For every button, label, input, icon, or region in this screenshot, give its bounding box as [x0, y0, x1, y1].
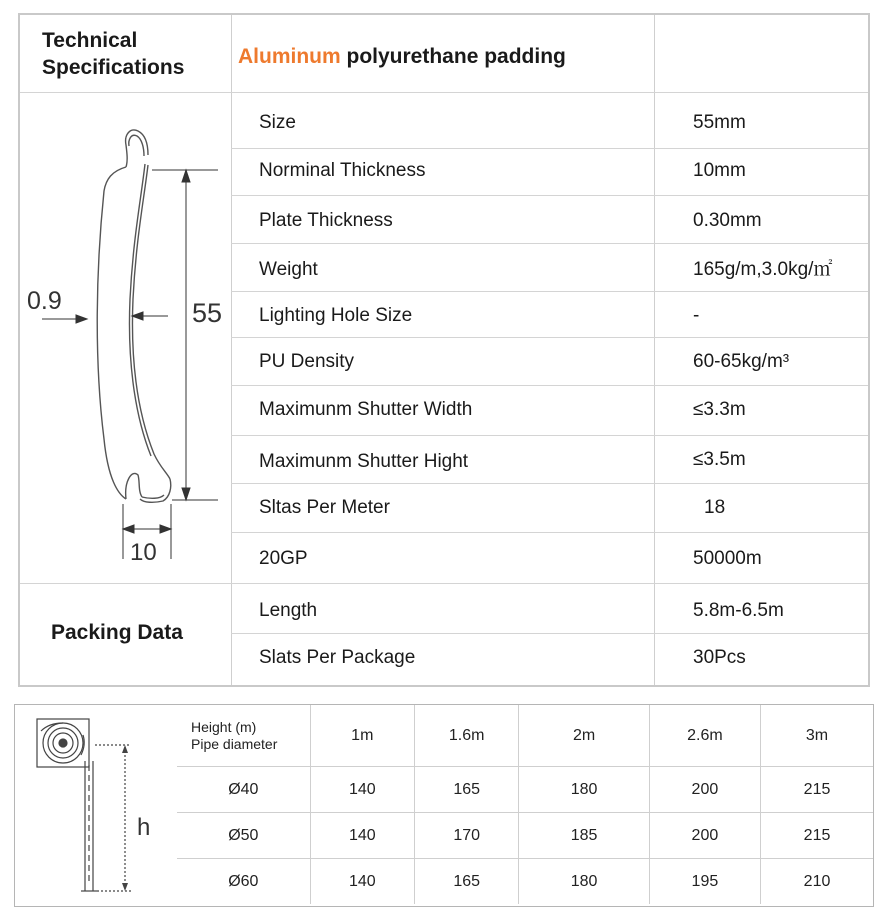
spec-value: 165g/m,3.0kg/㎡ [693, 259, 833, 280]
spec-header-separator [20, 92, 868, 93]
pipe-diameter-cell: Ø50 [177, 813, 310, 859]
row-separator [231, 291, 868, 292]
height-header: 2.6m [649, 705, 760, 767]
spec-value: 10mm [693, 160, 746, 181]
spec-label: Slats Per Package [259, 647, 416, 668]
value-cell: 180 [519, 767, 649, 813]
value-cell: 170 [414, 813, 519, 859]
spec-label: Sltas Per Meter [259, 497, 390, 518]
spec-value: 5.8m-6.5m [693, 600, 784, 621]
header-height-label: Height (m) [191, 718, 257, 735]
row-separator [231, 243, 868, 244]
value-cell: 165 [414, 767, 519, 813]
row-separator [231, 633, 868, 634]
header-pipe-label: Pipe diameter [191, 735, 278, 752]
spec-header-title [42, 27, 184, 81]
spec-value: - [693, 305, 700, 326]
value-cell: 200 [649, 767, 760, 813]
height-header: 1.6m [414, 705, 519, 767]
header-corner-cell [177, 705, 310, 767]
packing-separator [20, 583, 868, 584]
slat-profile-drawing [20, 109, 231, 579]
spec-label: Maximunm Shutter Width [259, 399, 473, 420]
spec-label: Maximunm Shutter Hight [259, 451, 469, 472]
row-separator [231, 337, 868, 338]
spec-label: 20GP [259, 548, 308, 569]
spec-label: Size [259, 112, 296, 133]
value-cell: 210 [761, 859, 873, 905]
spec-label: Weight [259, 259, 318, 280]
dim-thickness-label: 0.9 [27, 287, 62, 315]
table-header-row [177, 705, 873, 767]
product-accent: Aluminum [238, 45, 341, 68]
value-cell: 195 [649, 859, 760, 905]
dim-width-label: 10 [130, 539, 157, 566]
pipe-diameter-table [14, 704, 874, 907]
row-separator [231, 532, 868, 533]
pipe-data-grid [177, 705, 873, 904]
spec-value: ≤3.3m [693, 399, 746, 420]
header-title-line2: Specifications [42, 56, 185, 79]
spec-divider [231, 15, 232, 685]
row-separator [231, 148, 868, 149]
dim-height-label: 55 [192, 298, 223, 328]
spec-divider [654, 15, 655, 685]
packing-data-label: Packing Data [51, 621, 183, 644]
spec-value: 55mm [693, 112, 746, 133]
table-row [177, 859, 873, 905]
spec-table [18, 13, 870, 687]
value-cell: 215 [761, 767, 873, 813]
spec-label: Plate Thickness [259, 210, 393, 231]
pipe-diameter-cell: Ø60 [177, 859, 310, 905]
spec-value: ≤3.5m [693, 449, 746, 470]
height-symbol-label: h [137, 814, 151, 841]
row-separator [231, 483, 868, 484]
spec-label: Length [259, 600, 318, 621]
spec-value: 50000m [693, 548, 762, 569]
table-row [177, 767, 873, 813]
value-cell: 200 [649, 813, 760, 859]
spec-label: Norminal Thickness [259, 160, 426, 181]
value-cell: 140 [310, 813, 414, 859]
row-separator [231, 385, 868, 386]
product-rest: polyurethane padding [346, 45, 566, 68]
pipe-diameter-cell: Ø40 [177, 767, 310, 813]
row-separator [231, 435, 868, 436]
value-cell: 165 [414, 859, 519, 905]
table-row [177, 813, 873, 859]
row-separator [231, 195, 868, 196]
spec-value: 30Pcs [693, 647, 746, 668]
value-cell: 215 [761, 813, 873, 859]
spec-value: 0.30mm [693, 210, 762, 231]
product-name [238, 45, 566, 69]
roller-shutter-diagram [15, 705, 177, 908]
height-header: 2m [519, 705, 649, 767]
spec-label: PU Density [259, 351, 355, 372]
spec-value: 60-65kg/m³ [693, 351, 790, 372]
height-header: 1m [310, 705, 414, 767]
header-title-line1: Technical [42, 29, 138, 52]
value-cell: 140 [310, 767, 414, 813]
spec-label: Lighting Hole Size [259, 305, 413, 326]
height-header: 3m [761, 705, 873, 767]
spec-value: 18 [704, 497, 726, 518]
value-cell: 185 [519, 813, 649, 859]
value-cell: 180 [519, 859, 649, 905]
value-cell: 140 [310, 859, 414, 905]
